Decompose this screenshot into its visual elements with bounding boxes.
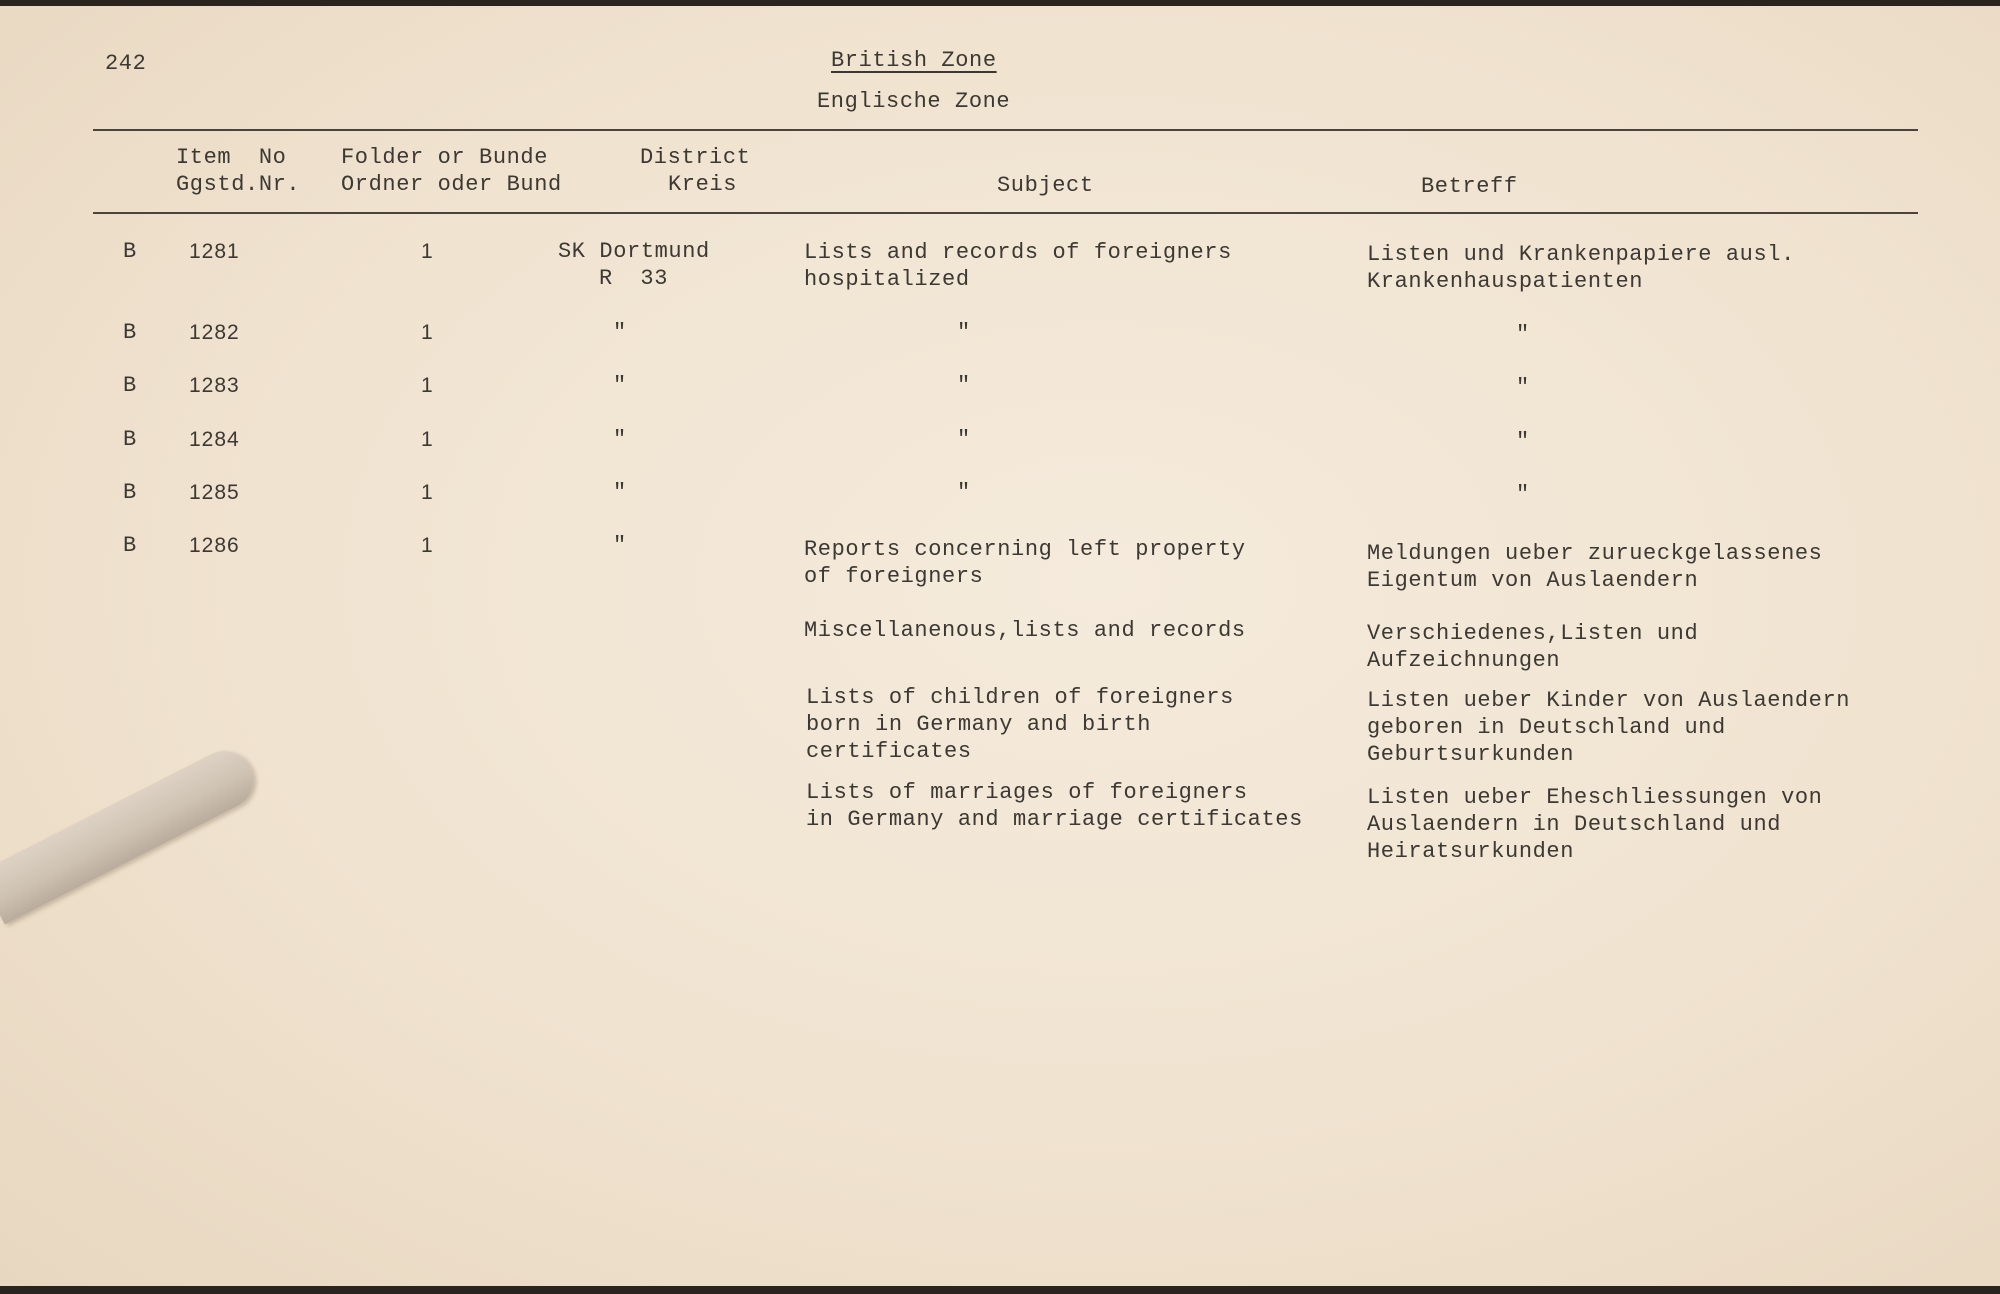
series-cell: B bbox=[123, 480, 137, 505]
page-number: 242 bbox=[105, 51, 147, 76]
series-cell: B bbox=[123, 320, 137, 345]
district-cell: SK Dortmund bbox=[558, 239, 710, 264]
subject-cell: Miscellanenous,lists and records bbox=[804, 618, 1246, 643]
col-header-kreis: Kreis bbox=[668, 172, 738, 197]
subject-cell: Lists of children of foreigners born in Germany and birth certificates bbox=[806, 685, 1234, 764]
col-header-item-no: Item No bbox=[176, 145, 287, 170]
district-cell: " bbox=[613, 480, 627, 505]
folder-cell: 1 bbox=[421, 534, 434, 557]
district-cell: " bbox=[613, 373, 627, 398]
betreff-cell: Listen ueber Kinder von Auslaendern geboren in Deutschland und Geburtsurkunden bbox=[1367, 688, 1851, 767]
item-number-cell: 1282 bbox=[189, 321, 240, 344]
col-header-subject: Subject bbox=[997, 173, 1094, 198]
item-number-cell: 1285 bbox=[189, 481, 240, 504]
subject-cell: Lists and records of foreigners hospitalized bbox=[804, 240, 1232, 292]
subject-cell: Lists of marriages of foreigners in Germany and marriage certificates bbox=[806, 780, 1303, 832]
betreff-cell: " bbox=[1516, 429, 1530, 454]
subject-cell: " bbox=[957, 480, 971, 505]
folder-cell: 1 bbox=[421, 374, 434, 397]
series-cell: B bbox=[123, 373, 137, 398]
col-header-folder-en: Folder or Bunde bbox=[341, 145, 549, 170]
item-number-cell: 1284 bbox=[189, 428, 240, 451]
col-header-item-nr: Ggstd.Nr. bbox=[176, 172, 301, 197]
district-cell: " bbox=[613, 533, 627, 558]
subject-cell: " bbox=[957, 427, 971, 452]
district-code-cell: R 33 bbox=[599, 266, 669, 291]
col-header-district: District bbox=[640, 145, 751, 170]
folder-cell: 1 bbox=[421, 240, 434, 263]
folder-cell: 1 bbox=[421, 481, 434, 504]
subject-cell: " bbox=[957, 373, 971, 398]
bottom-edge bbox=[0, 1286, 2000, 1294]
betreff-cell: " bbox=[1516, 375, 1530, 400]
page-title: British Zone bbox=[831, 48, 997, 73]
folder-cell: 1 bbox=[421, 321, 434, 344]
item-number-cell: 1286 bbox=[189, 534, 240, 557]
subject-cell: Reports concerning left property of foreigners bbox=[804, 537, 1246, 589]
district-cell: " bbox=[613, 320, 627, 345]
header-rule-bottom bbox=[93, 212, 1918, 214]
subject-cell: " bbox=[957, 320, 971, 345]
series-cell: B bbox=[123, 427, 137, 452]
series-cell: B bbox=[123, 533, 137, 558]
betreff-cell: Meldungen ueber zurueckgelassenes Eigentum von Auslaendern bbox=[1367, 541, 1823, 593]
item-number-cell: 1281 bbox=[189, 240, 240, 263]
betreff-cell: Listen und Krankenpapiere ausl. Krankenhauspatienten bbox=[1367, 242, 1795, 294]
page-subtitle: Englische Zone bbox=[817, 89, 1011, 114]
header-rule-top bbox=[93, 129, 1918, 131]
betreff-cell: Verschiedenes,Listen und Aufzeichnungen bbox=[1367, 621, 1699, 673]
col-header-folder-de: Ordner oder Bund bbox=[341, 172, 562, 197]
col-header-betreff: Betreff bbox=[1421, 174, 1518, 199]
betreff-cell: " bbox=[1516, 322, 1530, 347]
betreff-cell: " bbox=[1516, 482, 1530, 507]
betreff-cell: Listen ueber Eheschliessungen von Auslaendern in Deutschland und Heiratsurkunden bbox=[1367, 785, 1823, 864]
folder-cell: 1 bbox=[421, 428, 434, 451]
district-cell: " bbox=[613, 427, 627, 452]
series-cell: B bbox=[123, 239, 137, 264]
item-number-cell: 1283 bbox=[189, 374, 240, 397]
